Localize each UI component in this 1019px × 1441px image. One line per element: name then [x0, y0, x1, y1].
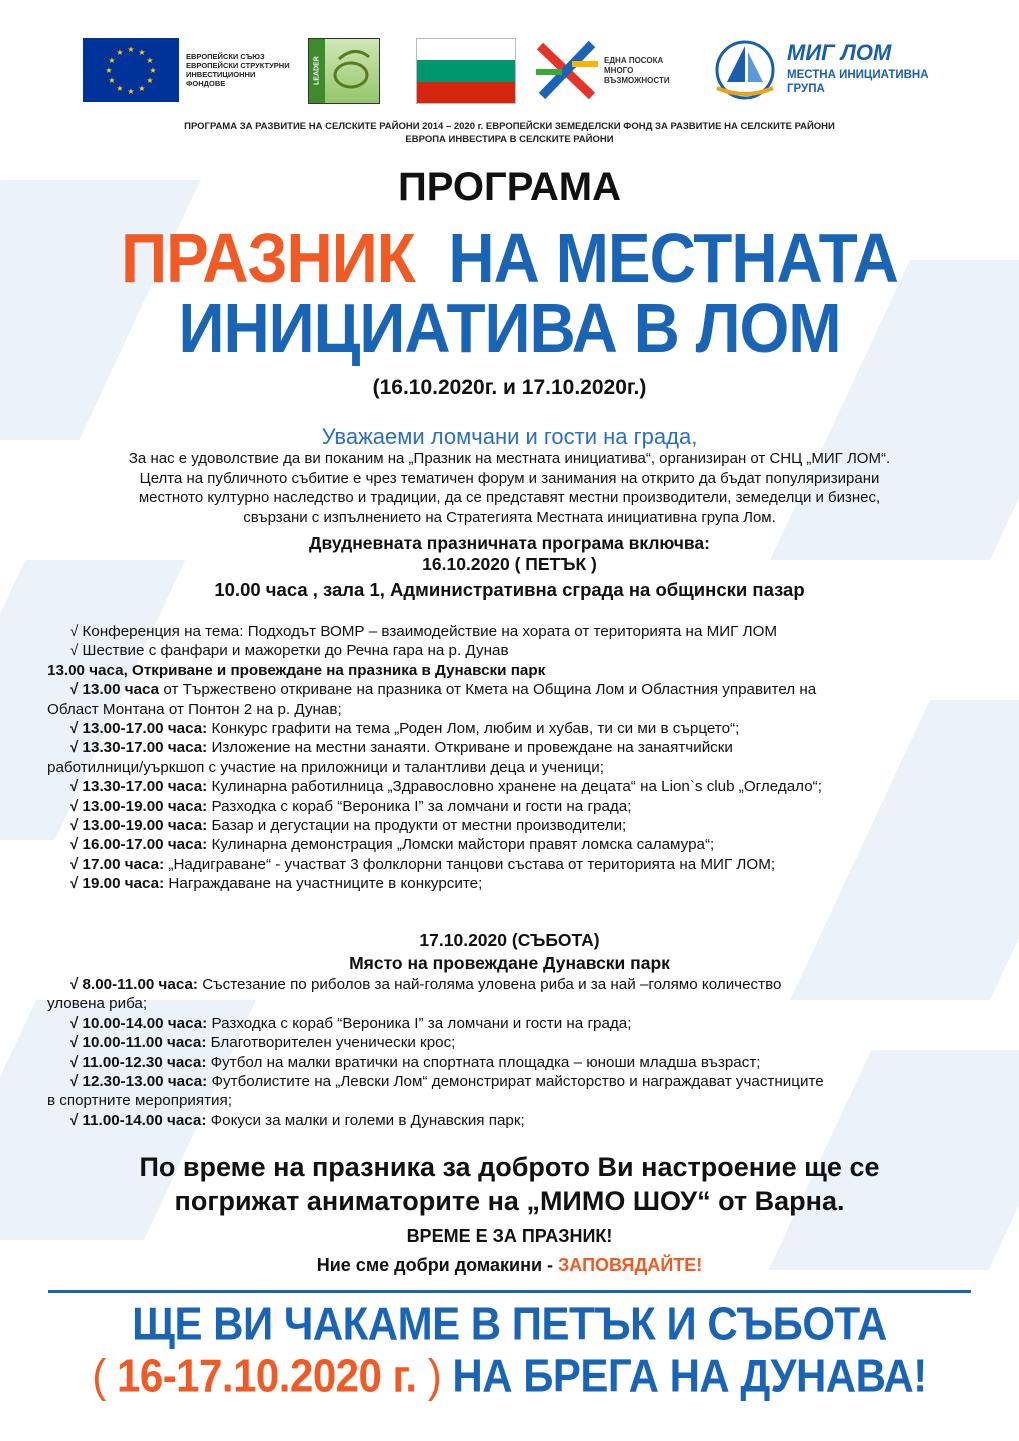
item-time: √ 11.00-12.30 часа:	[70, 1053, 207, 1071]
mig-lom-logo	[705, 38, 960, 106]
leader-label: LEADER	[309, 39, 325, 103]
list-item: √ Шествие с фанфари и мажоретки до Речна гара на р. Дунав	[70, 642, 509, 660]
item-time: √ 13.30-17.00 часа:	[70, 778, 208, 796]
program-funding-line	[0, 120, 1019, 146]
svg-text:★: ★	[105, 66, 113, 75]
svg-text:★: ★	[116, 84, 124, 93]
day2-list	[47, 975, 980, 1130]
item-text: Конкурс графити на тема „Роден Лом, любим и хубав, ти си ми в сърцето“;	[207, 720, 740, 738]
item-continuation: в спортните мероприятия;	[47, 1092, 232, 1110]
list-item	[50, 1033, 980, 1052]
svg-text:★: ★	[138, 48, 146, 57]
footer-line-2	[0, 1350, 1019, 1403]
day1-venue: 10.00 часа , зала 1, Административна сграда на общински пазар	[214, 579, 805, 600]
list-item	[50, 680, 980, 699]
item-time: √ 19.00 часа:	[70, 875, 165, 893]
svg-text:★: ★	[127, 87, 135, 96]
item-time: √ 13.00-17.00 часа:	[70, 720, 208, 738]
footer-dates: 16-17.10.2020 г.	[105, 1349, 428, 1402]
day1-date: 16.10.2020 ( ПЕТЪК )	[422, 554, 597, 574]
item-continuation: уловена риба;	[47, 995, 148, 1013]
list-item	[50, 719, 980, 738]
item-time: √ 17.00 часа:	[70, 855, 165, 873]
item-text: Разходка с кораб “Вероника I” за ломчани и гости на града;	[207, 797, 632, 815]
item-text: от Тържествено откриване на празника от Кмета на Община Лом и Областния управител на	[159, 681, 817, 699]
list-item	[50, 1072, 980, 1091]
day1-list	[47, 622, 980, 894]
intro-line: За нас е удоволствие да ви поканим на „Празник на местната инициатива“, организиран от СНЦ „МИГ ЛОМ“.	[128, 450, 891, 467]
svg-text:★: ★	[149, 66, 157, 75]
eu-text-line: ЕВРОПЕЙСКИ СЪЮЗ	[186, 52, 265, 61]
list-item	[50, 1053, 980, 1072]
item-time: √ 16.00-17.00 часа:	[70, 836, 208, 854]
intro-line: Целта на публичното събитие е чрез тематичен форум и занимания на открито да бъдат популяризирани	[139, 469, 880, 487]
item-text: Фокуси за малки и големи в Дунавския парк;	[206, 1111, 525, 1129]
svg-text:★: ★	[116, 48, 124, 57]
svg-text:★: ★	[146, 76, 154, 85]
closing-line-1: По време на празника за доброто Ви настроение ще се	[139, 1152, 880, 1182]
svg-text:★: ★	[138, 84, 146, 93]
closing-line-2: погрижат аниматорите на „МИМО ШОУ“ от Варна.	[174, 1186, 845, 1216]
program-title: ПРОГРАМА	[398, 165, 621, 209]
item-time: √ 13.00-19.00 часа:	[70, 797, 208, 815]
intro-line: местното културно наследство и традиции, да се представят местни производители, земеделци и бизнес,	[138, 489, 881, 506]
list-item	[50, 874, 980, 893]
sailboat-icon	[705, 38, 785, 106]
eu-text-line: ФОНДОВЕ	[186, 79, 226, 88]
leader-emblem-icon	[325, 39, 379, 103]
day2-date: 17.10.2020 (СЪБОТА)	[419, 930, 600, 950]
item-time: √ 13.30-17.00 часа:	[70, 739, 208, 757]
edna-posoka-text	[604, 56, 670, 86]
item-time: √ 13.00 часа	[70, 681, 160, 699]
list-item	[50, 738, 980, 757]
greeting: Уважаеми ломчани и гости на града,	[321, 424, 698, 449]
list-item	[50, 855, 980, 874]
closing-welcome: ЗАПОВЯДАЙТЕ!	[558, 1255, 703, 1275]
eu-stars-icon	[96, 42, 166, 98]
program-line-1: ПРОГРАМА ЗА РАЗВИТИЕ НА СЕЛСКИТЕ РАЙОНИ 2014 – 2020 г. ЕВРОПЕЙСКИ ЗЕМЕДЕЛСКИ ФОНД ЗА РАЗВИТИЕ НА СЕЛСКИТЕ РАЙОНИ	[184, 121, 835, 132]
closing-hosts: Ние сме добри домакини -	[316, 1255, 559, 1275]
item-text: Кулинарна работилница „Здравословно хранене на децата“ на Lion`s club „Огледало“;	[207, 778, 822, 796]
edna-posoka-x-icon	[532, 38, 602, 102]
closing-line-4	[0, 1255, 1019, 1276]
mig-sub-line: МЕСТНА ИНИЦИАТИВНА	[787, 69, 929, 81]
festival-dates: (16.10.2020г. и 17.10.2020г.)	[372, 376, 647, 399]
list-item	[50, 1014, 980, 1033]
item-time: √ 8.00-11.00 часа:	[70, 976, 198, 993]
list-item: √ Конференция на тема: Подходът ВОМР – взаимодействие на хората от територията на МИГ ЛОМ	[70, 623, 778, 640]
svg-text:★: ★	[146, 56, 154, 65]
program-line-2: ЕВРОПА ИНВЕСТИРА В СЕЛСКИТЕ РАЙОНИ	[405, 134, 614, 145]
closing-line-3: ВРЕМЕ Е ЗА ПРАЗНИК!	[406, 1226, 613, 1246]
mig-lom-title: МИГ ЛОМ	[787, 40, 892, 65]
eu-flag-logo	[83, 38, 179, 102]
item-text: Футболистите на „Левски Лом“ демонстрират майсторство и награждават участниците	[207, 1073, 824, 1091]
festival-title-line-2: ИНИЦИАТИВА В ЛОМ	[178, 289, 841, 367]
program-heading: Двудневната празничната програма включва:	[309, 533, 710, 553]
eu-text-line: ИНВЕСТИЦИОННИ	[186, 70, 256, 79]
item-text: „Надигравaне“ - участват 3 фолклорни танцови състава от територията на МИГ ЛОМ;	[164, 855, 776, 873]
footer-bracket-open: (	[92, 1349, 106, 1402]
mig-lom-subtitle	[787, 68, 929, 96]
leader-logo	[308, 38, 380, 104]
item-text: Благотворителен ученически крос;	[206, 1034, 456, 1052]
edna-text-line: ВЪЗМОЖНОСТИ	[604, 76, 670, 85]
item-continuation: Област Монтана от Понтон 2 на р. Дунав;	[47, 700, 342, 718]
item-text: Кулинарна демонстрация „Ломски майстори правят ломска саламура“;	[207, 836, 715, 854]
eu-text-line: ЕВРОПЕЙСКИ СТРУКТУРНИ	[186, 61, 290, 70]
park-heading: 13.00 часа, Откриване и провеждане на празника в Дунавски парк	[47, 661, 546, 679]
item-text: Базар и дегустации на продукти от местни производители;	[207, 817, 627, 835]
logo-bar	[80, 38, 960, 106]
day2-venue: Място на провеждане Дунавски парк	[349, 953, 670, 973]
item-text: Разходка с кораб “Вероника I” за ломчани и гости на града;	[207, 1014, 632, 1032]
svg-text:★: ★	[127, 45, 135, 54]
footer-bracket-close: )	[427, 1349, 442, 1402]
list-item	[50, 975, 980, 994]
edna-posoka-logo	[532, 38, 692, 102]
bulgarian-flag	[416, 38, 516, 104]
edna-text-line: МНОГО	[604, 66, 634, 75]
festival-title-blue: НА МЕСТНАТА	[448, 219, 898, 297]
day1-park-items	[47, 680, 980, 893]
divider	[48, 1290, 971, 1293]
day2-items	[47, 975, 980, 1130]
list-item	[50, 797, 980, 816]
list-item	[50, 777, 980, 796]
item-time: √ 10.00-14.00 часа:	[70, 1014, 208, 1032]
svg-text:★: ★	[108, 56, 116, 65]
item-text: Футбол на малки вратички на спортната площадка – юноши младша възраст;	[206, 1053, 761, 1071]
festival-title-line-1	[0, 219, 1019, 297]
svg-text:★: ★	[108, 76, 116, 85]
item-time: √ 13.00-19.00 часа:	[70, 817, 208, 835]
intro-line: свързани с изпълнението на Стратегията Местната инициативна група Лом.	[243, 508, 776, 526]
item-time: √ 11.00-14.00 часа:	[70, 1111, 207, 1129]
item-text: Състезание по риболов за най-голяма уловена риба и за най –голямо количество	[197, 976, 782, 993]
list-item	[50, 816, 980, 835]
footer-line-1: ЩЕ ВИ ЧАКАМЕ В ПЕТЪК И СЪБОТА	[132, 1297, 887, 1350]
list-item	[50, 835, 980, 854]
item-continuation: работилници/уъркшоп с участие на приложници и талантливи деца и ученици;	[47, 758, 604, 776]
mig-sub-line: ГРУПА	[787, 83, 825, 95]
festival-title-orange: ПРАЗНИК	[121, 219, 415, 297]
edna-text-line: ЕДНА ПОСОКА	[604, 56, 664, 65]
item-text: Изложение на местни занаяти. Откриване и провеждане на занаятчийски	[207, 739, 733, 757]
item-time: √ 10.00-11.00 часа:	[70, 1034, 207, 1052]
eu-text	[186, 52, 296, 116]
footer-location: НА БРЕГА НА ДУНАВА!	[441, 1349, 927, 1402]
item-time: √ 12.30-13.00 часа:	[70, 1073, 208, 1091]
list-item	[50, 1111, 980, 1130]
item-text: Награждаване на участниците в конкурсите;	[164, 875, 483, 893]
intro-paragraph	[40, 449, 979, 527]
